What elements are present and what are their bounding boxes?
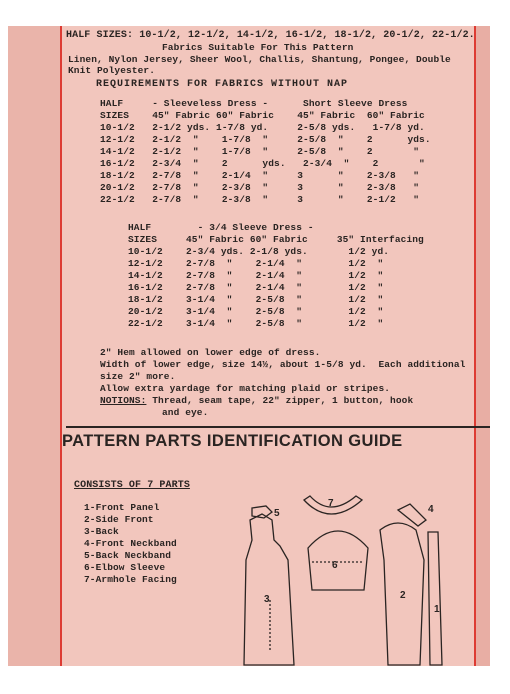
- notions-text-2: and eye.: [162, 407, 209, 418]
- piece-number-7: 7: [328, 498, 334, 509]
- piece-number-3: 3: [264, 594, 270, 605]
- table2-row: 10-1/2 2-3/4 yds. 2-1/8 yds. 1/2 yd.: [128, 246, 390, 257]
- piece-number-5: 5: [274, 508, 280, 519]
- plaid-note: Allow extra yardage for matching plaid or stripes.: [100, 383, 391, 394]
- width-note-1: Width of lower edge, size 14½, about 1-5/8 yd. Each additional: [100, 359, 466, 370]
- piece-number-6: 6: [332, 560, 338, 571]
- piece-number-1: 1: [434, 604, 440, 615]
- table1-row: 14-1/2 2-1/2 " 1-7/8 " 2-5/8 " 2 ": [100, 146, 420, 157]
- table1-header-2: SIZES 45" Fabric 60" Fabric 45" Fabric 60" Fabric: [100, 110, 425, 121]
- table2-row: 16-1/2 2-7/8 " 2-1/4 " 1/2 ": [128, 282, 384, 293]
- part-item: 1-Front Panel: [84, 502, 160, 513]
- part-item: 2-Side Front: [84, 514, 154, 525]
- table1-row: 12-1/2 2-1/2 " 1-7/8 " 2-5/8 " 2 yds.: [100, 134, 431, 145]
- part-item: 4-Front Neckband: [84, 538, 177, 549]
- part-item: 3-Back: [84, 526, 119, 537]
- part-item: 6-Elbow Sleeve: [84, 562, 166, 573]
- table1-row: 18-1/2 2-7/8 " 2-1/4 " 3 " 2-3/8 ": [100, 170, 420, 181]
- piece-number-4: 4: [428, 504, 434, 515]
- table2-row: 22-1/2 3-1/4 " 2-5/8 " 1/2 ": [128, 318, 384, 329]
- fabrics-line-1: Linen, Nylon Jersey, Sheer Wool, Challis, Shantung, Pongee, Double: [68, 54, 451, 65]
- table1-row: 20-1/2 2-7/8 " 2-3/8 " 3 " 2-3/8 ": [100, 182, 420, 193]
- fabrics-line-2: Knit Polyester.: [68, 65, 156, 76]
- table2-header-2: SIZES 45" Fabric 60" Fabric 35" Interfacing: [128, 234, 424, 245]
- table1-row: 10-1/2 2-1/2 yds. 1-7/8 yd. 2-5/8 yds. 1-7/8 yd.: [100, 122, 425, 133]
- table1-header-1: HALF - Sleeveless Dress - Short Sleeve Dress: [100, 98, 408, 109]
- width-note-2: size 2" more.: [100, 371, 176, 382]
- fabrics-title: Fabrics Suitable For This Pattern: [162, 42, 354, 53]
- table2-row: 18-1/2 3-1/4 " 2-5/8 " 1/2 ": [128, 294, 384, 305]
- table2-row: 20-1/2 3-1/4 " 2-5/8 " 1/2 ": [128, 306, 384, 317]
- table2-row: 12-1/2 2-7/8 " 2-1/4 " 1/2 ": [128, 258, 384, 269]
- piece-number-2: 2: [400, 590, 406, 601]
- table2-row: 14-1/2 2-7/8 " 2-1/4 " 1/2 ": [128, 270, 384, 281]
- consists-heading: CONSISTS OF 7 PARTS: [74, 480, 190, 491]
- table1-row: 16-1/2 2-3/4 " 2 yds. 2-3/4 " 2 ": [100, 158, 425, 169]
- table1-row: 22-1/2 2-7/8 " 2-3/8 " 3 " 2-1/2 ": [100, 194, 420, 205]
- elbow-sleeve-shape: [308, 531, 368, 590]
- hem-note: 2" Hem allowed on lower edge of dress.: [100, 347, 321, 358]
- front-neckband-shape: [398, 504, 426, 526]
- guide-title: PATTERN PARTS IDENTIFICATION GUIDE: [62, 432, 403, 450]
- back-piece-shape: [244, 514, 294, 665]
- table2-header-1: HALF - 3/4 Sleeve Dress -: [128, 222, 314, 233]
- part-item: 5-Back Neckband: [84, 550, 172, 561]
- notions-text-1: Thread, seam tape, 22" zipper, 1 button, hook: [146, 395, 414, 406]
- half-sizes-line: HALF SIZES: 10-1/2, 12-1/2, 14-1/2, 16-1/2, 18-1/2, 20-1/2, 22-1/2.: [66, 30, 475, 41]
- requirements-title: REQUIREMENTS FOR FABRICS WITHOUT NAP: [96, 79, 349, 90]
- front-panel-shape: [428, 532, 442, 665]
- part-item: 7-Armhole Facing: [84, 574, 177, 585]
- notions-label: NOTIONS:: [100, 395, 147, 406]
- back-neckband-shape: [252, 506, 272, 518]
